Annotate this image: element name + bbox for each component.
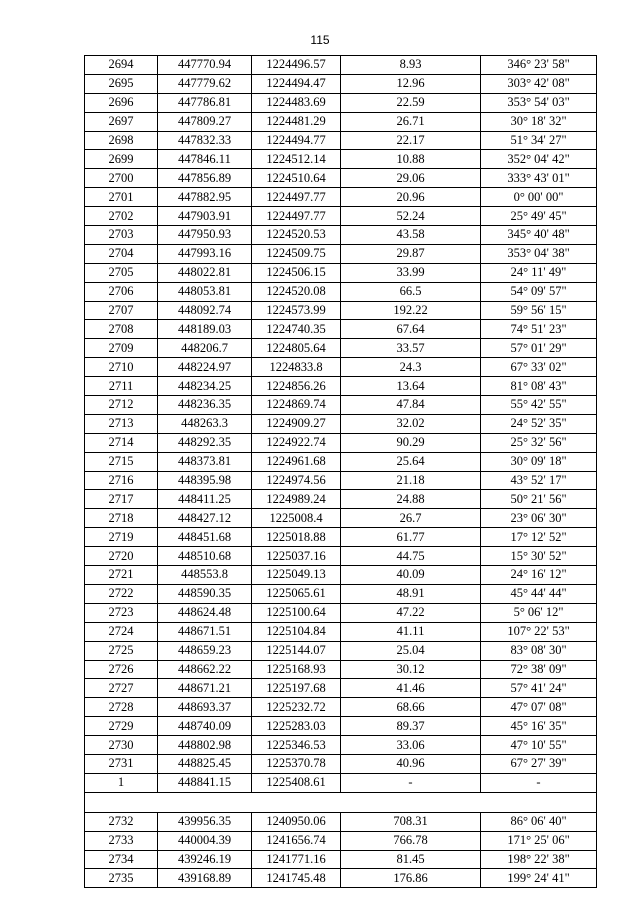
x-coordinate-cell: 448292.35 <box>158 433 252 452</box>
point-number-cell: 2705 <box>85 263 158 282</box>
x-coordinate-cell: 448224.97 <box>158 358 252 377</box>
x-coordinate-cell: 440004.39 <box>158 831 252 850</box>
bearing-cell: 57° 01' 29" <box>481 339 597 358</box>
point-number-cell: 2699 <box>85 150 158 169</box>
bearing-cell: 24° 11' 49" <box>481 263 597 282</box>
distance-cell: 40.96 <box>341 754 481 773</box>
x-coordinate-cell: 448236.35 <box>158 396 252 415</box>
distance-cell: 33.57 <box>341 339 481 358</box>
distance-cell: 766.78 <box>341 831 481 850</box>
point-number-cell: 2709 <box>85 339 158 358</box>
x-coordinate-cell: 448671.21 <box>158 679 252 698</box>
bearing-cell: 50° 21' 56" <box>481 490 597 509</box>
y-coordinate-cell: 1224497.77 <box>252 207 341 226</box>
distance-cell: 22.17 <box>341 131 481 150</box>
y-coordinate-cell: 1224805.64 <box>252 339 341 358</box>
table-row <box>85 207 597 226</box>
y-coordinate-cell: 1241745.48 <box>252 869 341 888</box>
x-coordinate-cell: 448693.37 <box>158 698 252 717</box>
x-coordinate-cell: 448590.35 <box>158 584 252 603</box>
point-number-cell: 2730 <box>85 736 158 755</box>
point-number-cell: 2695 <box>85 74 158 93</box>
distance-cell: 43.58 <box>341 226 481 245</box>
point-number-cell: 2724 <box>85 622 158 641</box>
point-number-cell: 2727 <box>85 679 158 698</box>
distance-cell: 20.96 <box>341 188 481 207</box>
distance-cell: 41.46 <box>341 679 481 698</box>
x-coordinate-cell: 447846.11 <box>158 150 252 169</box>
x-coordinate-cell: 448427.12 <box>158 509 252 528</box>
x-coordinate-cell: 448263.3 <box>158 414 252 433</box>
distance-cell: 192.22 <box>341 301 481 320</box>
bearing-cell: 45° 16' 35" <box>481 717 597 736</box>
table-row <box>85 301 597 320</box>
y-coordinate-cell: 1225283.03 <box>252 717 341 736</box>
distance-cell: 26.71 <box>341 112 481 131</box>
page-number: 115 <box>310 33 330 47</box>
distance-cell: 52.24 <box>341 207 481 226</box>
y-coordinate-cell: 1225144.07 <box>252 641 341 660</box>
distance-cell: 32.02 <box>341 414 481 433</box>
table-row <box>85 547 597 566</box>
y-coordinate-cell: 1241771.16 <box>252 850 341 869</box>
bearing-cell: 83° 08' 30" <box>481 641 597 660</box>
x-coordinate-cell: 448841.15 <box>158 773 252 792</box>
bearing-cell: 54° 09' 57" <box>481 282 597 301</box>
bearing-cell: 0° 00' 00" <box>481 188 597 207</box>
table-row <box>85 433 597 452</box>
y-coordinate-cell: 1225049.13 <box>252 566 341 585</box>
distance-cell: 33.99 <box>341 263 481 282</box>
y-coordinate-cell: 1224922.74 <box>252 433 341 452</box>
bearing-cell: 55° 42' 55" <box>481 396 597 415</box>
table-row <box>85 358 597 377</box>
table-row <box>85 490 597 509</box>
point-number-cell: 2721 <box>85 566 158 585</box>
y-coordinate-cell: 1224481.29 <box>252 112 341 131</box>
distance-cell: 47.84 <box>341 396 481 415</box>
y-coordinate-cell: 1225408.61 <box>252 773 341 792</box>
table-row <box>85 660 597 679</box>
point-number-cell: 2707 <box>85 301 158 320</box>
y-coordinate-cell: 1225197.68 <box>252 679 341 698</box>
bearing-cell: 47° 07' 08" <box>481 698 597 717</box>
x-coordinate-cell: 439246.19 <box>158 850 252 869</box>
bearing-cell: 57° 41' 24" <box>481 679 597 698</box>
table-row <box>85 509 597 528</box>
table-row <box>85 452 597 471</box>
distance-cell: 25.64 <box>341 452 481 471</box>
y-coordinate-cell: 1240950.06 <box>252 812 341 831</box>
y-coordinate-cell: 1224961.68 <box>252 452 341 471</box>
table-row <box>85 622 597 641</box>
y-coordinate-cell: 1224869.74 <box>252 396 341 415</box>
table-row <box>85 244 597 263</box>
x-coordinate-cell: 448825.45 <box>158 754 252 773</box>
x-coordinate-cell: 447786.81 <box>158 93 252 112</box>
y-coordinate-cell: 1225370.78 <box>252 754 341 773</box>
bearing-cell: 24° 16' 12" <box>481 566 597 585</box>
bearing-cell: 303° 42' 08" <box>481 74 597 93</box>
point-number-cell: 2694 <box>85 56 158 75</box>
distance-cell: 29.87 <box>341 244 481 263</box>
x-coordinate-cell: 448510.68 <box>158 547 252 566</box>
distance-cell: 68.66 <box>341 698 481 717</box>
distance-cell: 25.04 <box>341 641 481 660</box>
y-coordinate-cell: 1224496.57 <box>252 56 341 75</box>
table-row <box>85 263 597 282</box>
distance-cell: 48.91 <box>341 584 481 603</box>
point-number-cell: 2708 <box>85 320 158 339</box>
coordinate-table <box>84 55 597 888</box>
table-row <box>85 528 597 547</box>
table-row <box>85 112 597 131</box>
table-row <box>85 831 597 850</box>
distance-cell: 67.64 <box>341 320 481 339</box>
table-row <box>85 414 597 433</box>
y-coordinate-cell: 1225346.53 <box>252 736 341 755</box>
table-row <box>85 188 597 207</box>
bearing-cell: 353° 04' 38" <box>481 244 597 263</box>
y-coordinate-cell: 1225008.4 <box>252 509 341 528</box>
point-number-cell: 2702 <box>85 207 158 226</box>
x-coordinate-cell: 448411.25 <box>158 490 252 509</box>
point-number-cell: 2701 <box>85 188 158 207</box>
y-coordinate-cell: 1224510.64 <box>252 169 341 188</box>
y-coordinate-cell: 1224494.77 <box>252 131 341 150</box>
x-coordinate-cell: 447903.91 <box>158 207 252 226</box>
distance-cell: - <box>341 773 481 792</box>
distance-cell: 21.18 <box>341 471 481 490</box>
point-number-cell: 2733 <box>85 831 158 850</box>
table-row <box>85 150 597 169</box>
x-coordinate-cell: 448662.22 <box>158 660 252 679</box>
table-row <box>85 56 597 75</box>
bearing-cell: 17° 12' 52" <box>481 528 597 547</box>
bearing-cell: 47° 10' 55" <box>481 736 597 755</box>
distance-cell: 708.31 <box>341 812 481 831</box>
bearing-cell: 353° 54' 03" <box>481 93 597 112</box>
distance-cell: 40.09 <box>341 566 481 585</box>
point-number-cell: 2713 <box>85 414 158 433</box>
point-number-cell: 2717 <box>85 490 158 509</box>
table-row <box>85 339 597 358</box>
table-row <box>85 754 597 773</box>
distance-cell: 12.96 <box>341 74 481 93</box>
bearing-cell: 24° 52' 35" <box>481 414 597 433</box>
y-coordinate-cell: 1225018.88 <box>252 528 341 547</box>
y-coordinate-cell: 1241656.74 <box>252 831 341 850</box>
distance-cell: 44.75 <box>341 547 481 566</box>
y-coordinate-cell: 1224497.77 <box>252 188 341 207</box>
distance-cell: 13.64 <box>341 377 481 396</box>
bearing-cell: 74° 51' 23" <box>481 320 597 339</box>
point-number-cell: 2729 <box>85 717 158 736</box>
point-number-cell: 2716 <box>85 471 158 490</box>
table-row <box>85 471 597 490</box>
bearing-cell: - <box>481 773 597 792</box>
y-coordinate-cell: 1225232.72 <box>252 698 341 717</box>
bearing-cell: 171° 25' 06" <box>481 831 597 850</box>
x-coordinate-cell: 447882.95 <box>158 188 252 207</box>
point-number-cell: 2700 <box>85 169 158 188</box>
bearing-cell: 43° 52' 17" <box>481 471 597 490</box>
y-coordinate-cell: 1225104.84 <box>252 622 341 641</box>
y-coordinate-cell: 1224506.15 <box>252 263 341 282</box>
x-coordinate-cell: 448624.48 <box>158 603 252 622</box>
table-row <box>85 377 597 396</box>
y-coordinate-cell: 1225037.16 <box>252 547 341 566</box>
bearing-cell: 23° 06' 30" <box>481 509 597 528</box>
x-coordinate-cell: 447779.62 <box>158 74 252 93</box>
distance-cell: 30.12 <box>341 660 481 679</box>
point-number-cell: 2718 <box>85 509 158 528</box>
bearing-cell: 86° 06' 40" <box>481 812 597 831</box>
table-row <box>85 131 597 150</box>
distance-cell: 26.7 <box>341 509 481 528</box>
separator-cell <box>85 792 597 812</box>
y-coordinate-cell: 1224509.75 <box>252 244 341 263</box>
y-coordinate-cell: 1224483.69 <box>252 93 341 112</box>
y-coordinate-cell: 1224740.35 <box>252 320 341 339</box>
point-number-cell: 2732 <box>85 812 158 831</box>
bearing-cell: 67° 33' 02" <box>481 358 597 377</box>
y-coordinate-cell: 1224909.27 <box>252 414 341 433</box>
table-row <box>85 698 597 717</box>
point-number-cell: 2728 <box>85 698 158 717</box>
x-coordinate-cell: 447993.16 <box>158 244 252 263</box>
x-coordinate-cell: 447770.94 <box>158 56 252 75</box>
point-number-cell: 2698 <box>85 131 158 150</box>
bearing-cell: 51° 34' 27" <box>481 131 597 150</box>
bearing-cell: 345° 40' 48" <box>481 226 597 245</box>
table-row <box>85 320 597 339</box>
distance-cell: 81.45 <box>341 850 481 869</box>
point-number-cell: 2715 <box>85 452 158 471</box>
distance-cell: 176.86 <box>341 869 481 888</box>
point-number-cell: 2735 <box>85 869 158 888</box>
x-coordinate-cell: 448395.98 <box>158 471 252 490</box>
bearing-cell: 5° 06' 12" <box>481 603 597 622</box>
x-coordinate-cell: 448092.74 <box>158 301 252 320</box>
point-number-cell: 2722 <box>85 584 158 603</box>
point-number-cell: 2710 <box>85 358 158 377</box>
distance-cell: 10.88 <box>341 150 481 169</box>
bearing-cell: 15° 30' 52" <box>481 547 597 566</box>
x-coordinate-cell: 448671.51 <box>158 622 252 641</box>
point-number-cell: 2704 <box>85 244 158 263</box>
x-coordinate-cell: 448553.8 <box>158 566 252 585</box>
bearing-cell: 45° 44' 44" <box>481 584 597 603</box>
point-number-cell: 2731 <box>85 754 158 773</box>
x-coordinate-cell: 447832.33 <box>158 131 252 150</box>
table-row <box>85 603 597 622</box>
x-coordinate-cell: 448022.81 <box>158 263 252 282</box>
table-row <box>85 773 597 792</box>
x-coordinate-cell: 448659.23 <box>158 641 252 660</box>
y-coordinate-cell: 1225065.61 <box>252 584 341 603</box>
table-row <box>85 282 597 301</box>
y-coordinate-cell: 1224520.53 <box>252 226 341 245</box>
distance-cell: 22.59 <box>341 93 481 112</box>
bearing-cell: 30° 09' 18" <box>481 452 597 471</box>
x-coordinate-cell: 447809.27 <box>158 112 252 131</box>
point-number-cell: 2697 <box>85 112 158 131</box>
distance-cell: 66.5 <box>341 282 481 301</box>
point-number-cell: 2720 <box>85 547 158 566</box>
point-number-cell: 2696 <box>85 93 158 112</box>
table-row <box>85 869 597 888</box>
distance-cell: 8.93 <box>341 56 481 75</box>
y-coordinate-cell: 1224494.47 <box>252 74 341 93</box>
bearing-cell: 25° 32' 56" <box>481 433 597 452</box>
bearing-cell: 352° 04' 42" <box>481 150 597 169</box>
y-coordinate-cell: 1224520.08 <box>252 282 341 301</box>
y-coordinate-cell: 1224974.56 <box>252 471 341 490</box>
bearing-cell: 333° 43' 01" <box>481 169 597 188</box>
x-coordinate-cell: 448373.81 <box>158 452 252 471</box>
point-number-cell: 2714 <box>85 433 158 452</box>
x-coordinate-cell: 448802.98 <box>158 736 252 755</box>
distance-cell: 89.37 <box>341 717 481 736</box>
bearing-cell: 67° 27' 39" <box>481 754 597 773</box>
y-coordinate-cell: 1224856.26 <box>252 377 341 396</box>
x-coordinate-cell: 439956.35 <box>158 812 252 831</box>
table-row <box>85 396 597 415</box>
point-number-cell: 2726 <box>85 660 158 679</box>
distance-cell: 29.06 <box>341 169 481 188</box>
distance-cell: 90.29 <box>341 433 481 452</box>
x-coordinate-cell: 439168.89 <box>158 869 252 888</box>
point-number-cell: 2723 <box>85 603 158 622</box>
table-row <box>85 812 597 831</box>
y-coordinate-cell: 1225100.64 <box>252 603 341 622</box>
table-row <box>85 169 597 188</box>
bearing-cell: 199° 24' 41" <box>481 869 597 888</box>
table-row <box>85 566 597 585</box>
point-number-cell: 2725 <box>85 641 158 660</box>
table-row <box>85 93 597 112</box>
table-row <box>85 736 597 755</box>
table-row <box>85 584 597 603</box>
bearing-cell: 346° 23' 58" <box>481 56 597 75</box>
point-number-cell: 1 <box>85 773 158 792</box>
distance-cell: 33.06 <box>341 736 481 755</box>
x-coordinate-cell: 448451.68 <box>158 528 252 547</box>
distance-cell: 24.3 <box>341 358 481 377</box>
point-number-cell: 2703 <box>85 226 158 245</box>
distance-cell: 47.22 <box>341 603 481 622</box>
point-number-cell: 2719 <box>85 528 158 547</box>
distance-cell: 61.77 <box>341 528 481 547</box>
table-row <box>85 717 597 736</box>
bearing-cell: 30° 18' 32" <box>481 112 597 131</box>
x-coordinate-cell: 448234.25 <box>158 377 252 396</box>
y-coordinate-cell: 1225168.93 <box>252 660 341 679</box>
point-number-cell: 2712 <box>85 396 158 415</box>
bearing-cell: 59° 56' 15" <box>481 301 597 320</box>
table-row <box>85 850 597 869</box>
y-coordinate-cell: 1224989.24 <box>252 490 341 509</box>
distance-cell: 41.11 <box>341 622 481 641</box>
bearing-cell: 81° 08' 43" <box>481 377 597 396</box>
bearing-cell: 198° 22' 38" <box>481 850 597 869</box>
y-coordinate-cell: 1224573.99 <box>252 301 341 320</box>
bearing-cell: 25° 49' 45" <box>481 207 597 226</box>
x-coordinate-cell: 448189.03 <box>158 320 252 339</box>
coordinate-table-body <box>85 56 597 888</box>
table-row <box>85 641 597 660</box>
table-row <box>85 226 597 245</box>
table-row <box>85 74 597 93</box>
x-coordinate-cell: 448740.09 <box>158 717 252 736</box>
point-number-cell: 2734 <box>85 850 158 869</box>
separator-row <box>85 792 597 812</box>
x-coordinate-cell: 447856.89 <box>158 169 252 188</box>
x-coordinate-cell: 447950.93 <box>158 226 252 245</box>
table-row <box>85 679 597 698</box>
x-coordinate-cell: 448053.81 <box>158 282 252 301</box>
bearing-cell: 107° 22' 53" <box>481 622 597 641</box>
bearing-cell: 72° 38' 09" <box>481 660 597 679</box>
point-number-cell: 2706 <box>85 282 158 301</box>
point-number-cell: 2711 <box>85 377 158 396</box>
x-coordinate-cell: 448206.7 <box>158 339 252 358</box>
distance-cell: 24.88 <box>341 490 481 509</box>
y-coordinate-cell: 1224512.14 <box>252 150 341 169</box>
y-coordinate-cell: 1224833.8 <box>252 358 341 377</box>
